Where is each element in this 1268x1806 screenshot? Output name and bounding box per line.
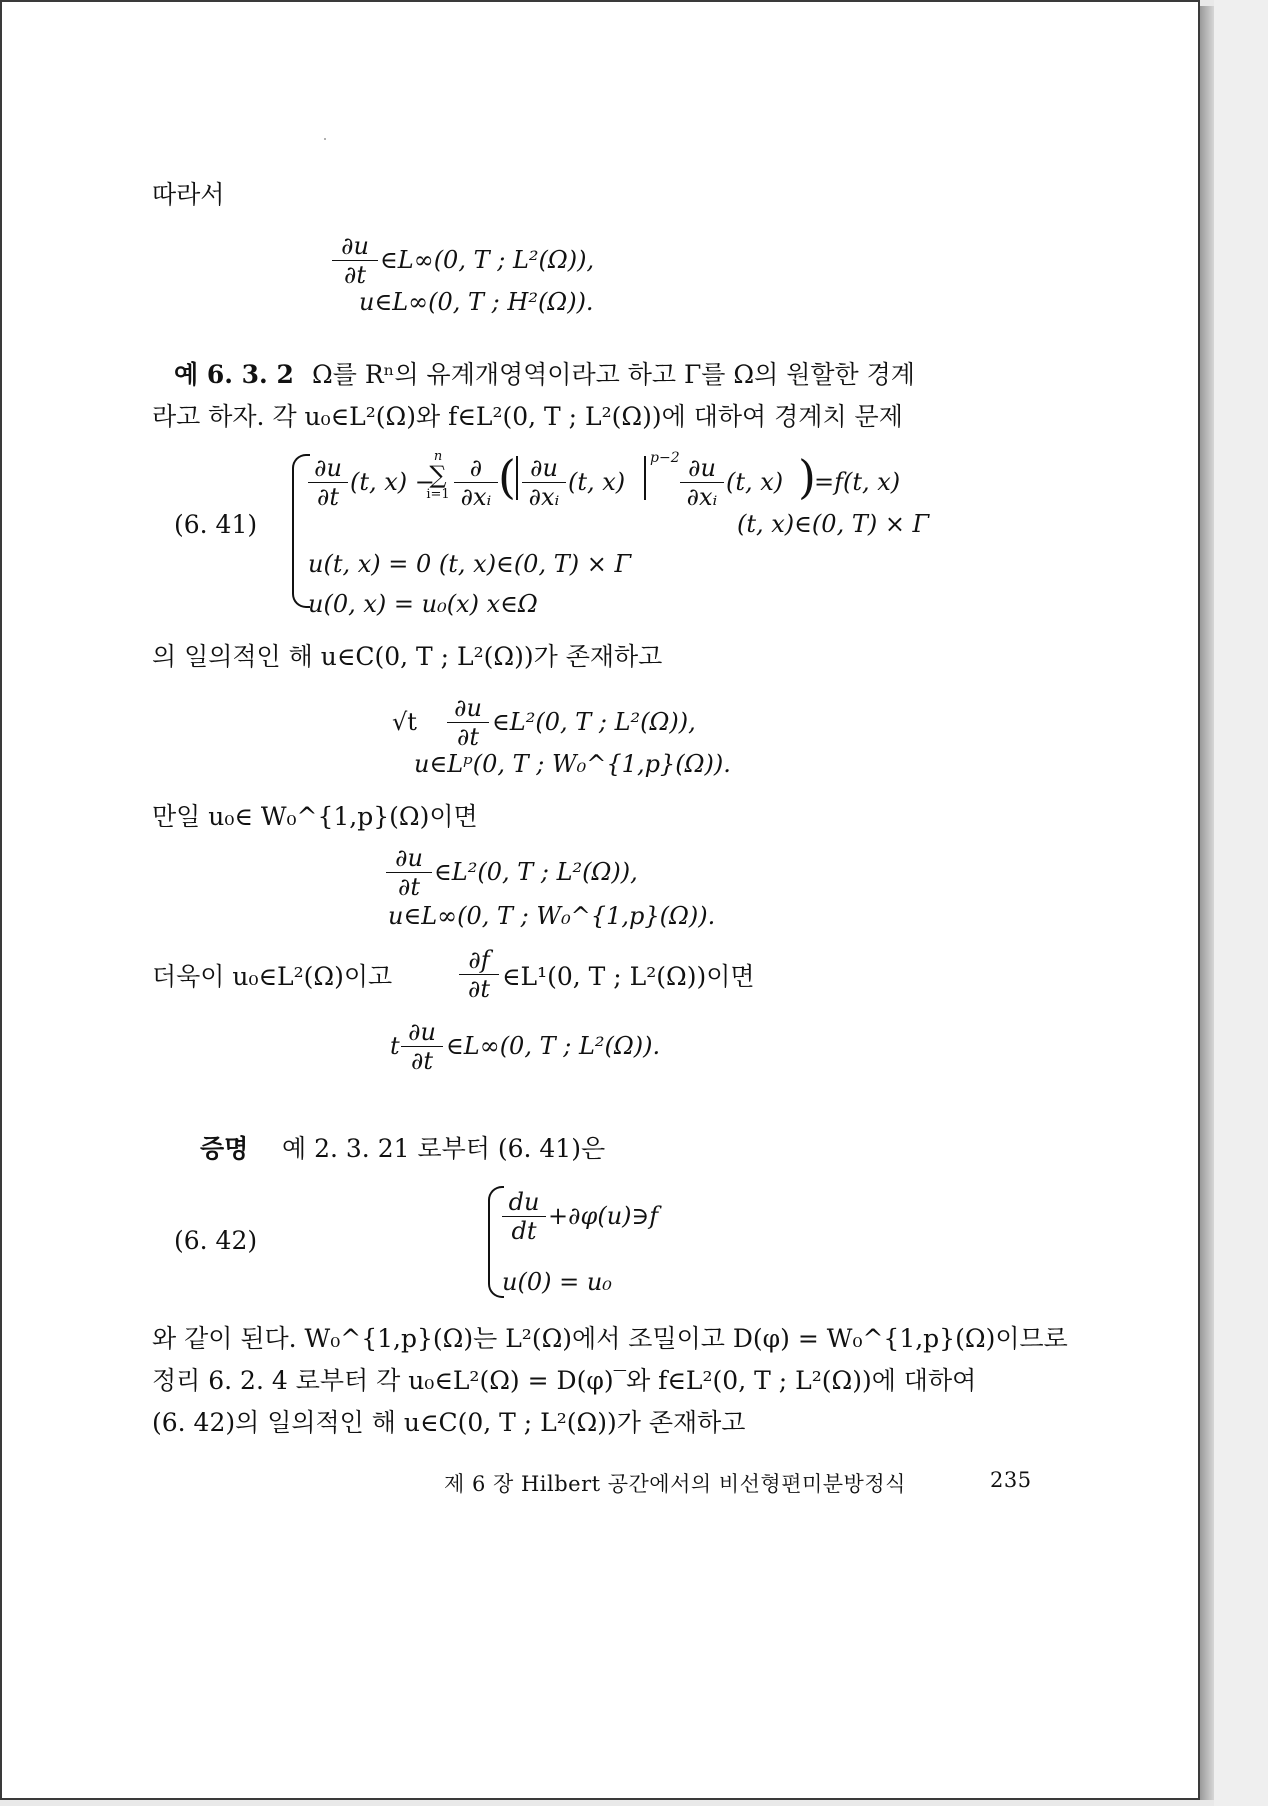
equation-line: u∈L∞(0, T ; W₀^{1,p}(Ω)).: [388, 902, 716, 930]
initial-condition: u(0, x) = u₀(x) x∈Ω: [308, 590, 538, 618]
equation-term: (t, x): [726, 468, 784, 496]
equation-line: ∈L²(0, T ; L²(Ω)),: [492, 708, 696, 736]
sum-upper-limit: n: [433, 449, 443, 464]
equation-term: +∂φ(u)∋f: [548, 1202, 659, 1230]
equation-line: u∈L∞(0, T ; H²(Ω)).: [359, 288, 594, 316]
body-text: 더욱이 u₀∈L²(Ω)이고: [152, 962, 393, 991]
fraction-du-dt: ∂u ∂t: [332, 234, 378, 287]
intro-text: 따라서: [152, 180, 225, 209]
page-shadow: [1214, 0, 1268, 1806]
body-text: 정리 6. 2. 4 로부터 각 u₀∈L²(Ω) = D(φ)‾와 f∈L²(0, T ; L²(Ω))에 대하여: [152, 1366, 977, 1395]
equation-line: ∈L²(0, T ; L²(Ω)),: [434, 858, 638, 886]
equation-number: (6. 41): [174, 510, 258, 539]
fraction-du-dt: ∂u ∂t: [401, 1020, 443, 1073]
sqrt-t: √t: [392, 708, 417, 736]
proof-text: 예 2. 3. 21 로부터 (6. 41)은: [282, 1134, 606, 1163]
abs-bar-left: [516, 456, 518, 500]
sum-lower-limit: i=1: [426, 487, 450, 502]
abs-bar-right: [644, 456, 646, 500]
fraction-du-dt: du dt: [502, 1190, 546, 1243]
equation-term: (t, x): [568, 468, 626, 496]
exponent: p−2: [650, 450, 680, 466]
equation-line: u∈Lᵖ(0, T ; W₀^{1,p}(Ω)).: [414, 750, 731, 778]
equation-domain: (t, x)∈(0, T) × Γ: [737, 510, 930, 538]
equation-line: ∈L∞(0, T ; L²(Ω)),: [380, 246, 595, 274]
proof-label: 증명: [200, 1134, 249, 1163]
fraction-df-dt: ∂f ∂t: [459, 948, 499, 1001]
body-text: 와 같이 된다. W₀^{1,p}(Ω)는 L²(Ω)에서 조밀이고 D(φ) = W₀^{1,p}(Ω)이므로: [152, 1324, 1068, 1353]
summation-symbol: ∑: [429, 461, 447, 489]
fraction-partial-dxi: ∂ ∂xᵢ: [454, 456, 498, 509]
left-paren: (: [498, 450, 516, 504]
scan-speck: [324, 138, 326, 140]
body-text: (6. 42)의 일의적인 해 u∈C(0, T ; L²(Ω))가 존재하고: [152, 1408, 746, 1437]
example-label: 예 6. 3. 2: [174, 360, 294, 389]
body-text: 만일 u₀∈ W₀^{1,p}(Ω)이면: [152, 802, 478, 831]
fraction-du-dt: ∂u ∂t: [447, 696, 489, 749]
fraction-du-dt: ∂u ∂t: [386, 846, 432, 899]
equation-term: (t, x) −: [350, 468, 435, 496]
equation-number: (6. 42): [174, 1226, 258, 1255]
body-text: 의 일의적인 해 u∈C(0, T ; L²(Ω))가 존재하고: [152, 642, 663, 671]
fraction-du-dxi: ∂u ∂xᵢ: [680, 456, 724, 509]
example-text: Ω를 Rⁿ의 유계개영역이라고 하고 Γ를 Ω의 원할한 경계: [312, 360, 915, 389]
page-number: 235: [990, 1468, 1032, 1492]
equation-term: t: [390, 1032, 400, 1060]
initial-condition: u(0) = u₀: [502, 1268, 612, 1296]
right-paren: ): [798, 450, 816, 504]
running-footer: 제 6 장 Hilbert 공간에서의 비선형편미분방정식: [444, 1472, 906, 1496]
boundary-condition: u(t, x) = 0 (t, x)∈(0, T) × Γ: [308, 550, 632, 578]
equation-term: =f(t, x): [814, 468, 901, 496]
body-text: ∈L¹(0, T ; L²(Ω))이면: [502, 962, 755, 991]
fraction-du-dxi: ∂u ∂xᵢ: [522, 456, 566, 509]
equation-line: ∈L∞(0, T ; L²(Ω)).: [446, 1032, 661, 1060]
fraction-du-dt: ∂u ∂t: [308, 456, 348, 509]
example-text: 라고 하자. 각 u₀∈L²(Ω)와 f∈L²(0, T ; L²(Ω))에 대하여 경계치 문제: [152, 402, 903, 431]
